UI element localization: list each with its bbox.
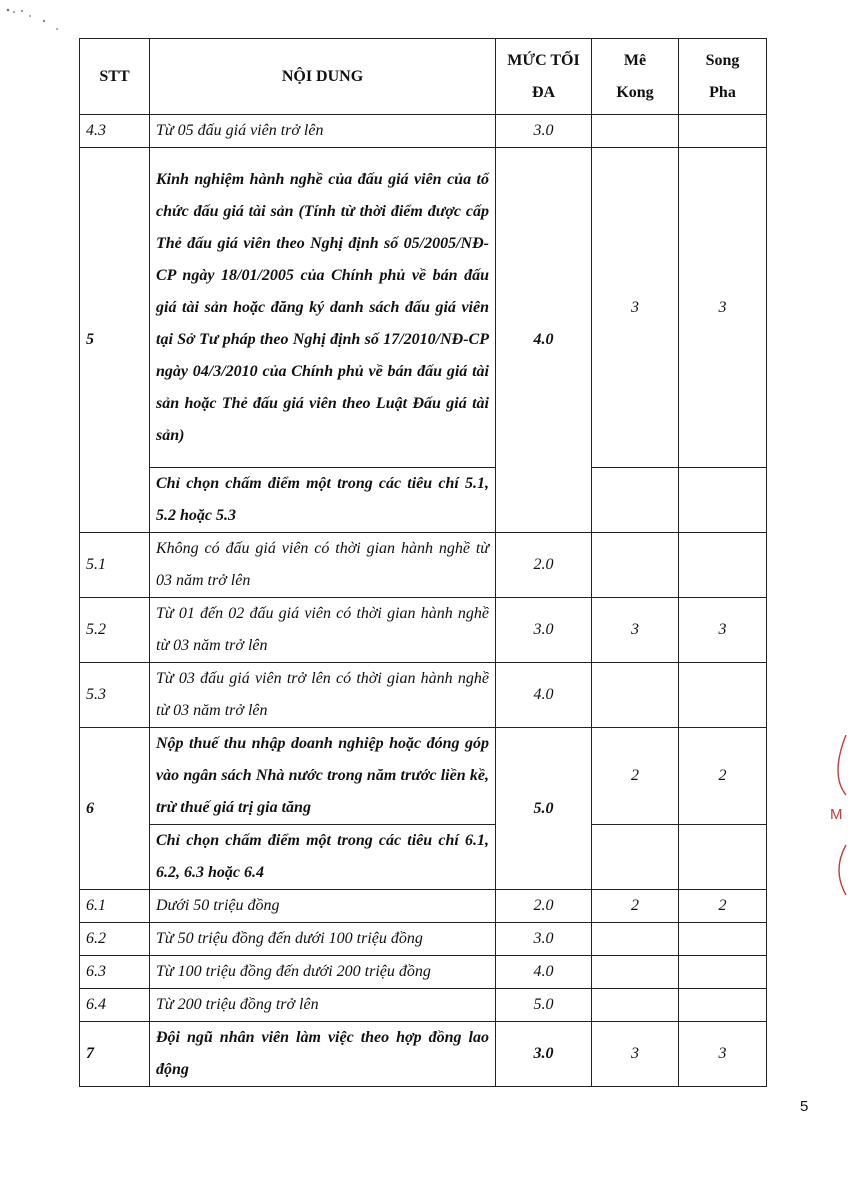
row-col1 [592,533,679,598]
row-col1 [592,923,679,956]
row-content: Từ 100 triệu đồng đến dưới 200 triệu đồng [150,956,496,989]
row-stt: 5.1 [80,533,150,598]
row-max: 3.0 [496,923,592,956]
row-max: 2.0 [496,890,592,923]
header-col1-line1: Mê [623,51,647,69]
row-col2: 2 [679,728,767,825]
row-stt: 6.1 [80,890,150,923]
row-stt: 4.3 [80,115,150,148]
table-row [80,468,767,533]
table-row [80,598,767,663]
row-content: Dưới 50 triệu đồng [150,890,496,923]
header-col2-line1: Song [705,51,740,69]
page-number: 5 [800,1098,809,1115]
row-stt: 7 [80,1022,150,1087]
row-stt: 5.3 [80,663,150,728]
row-stt: 5 [80,148,150,533]
header-col1 [592,39,679,115]
row-stt: 5.2 [80,598,150,663]
row-col1: 3 [592,148,679,468]
table-row [80,956,767,989]
row-col1: 3 [592,1022,679,1087]
row-col2 [679,956,767,989]
red-stamp-fragment [826,735,848,895]
row-col1-empty [592,825,679,890]
row-stt: 6.3 [80,956,150,989]
row-col2: 2 [679,890,767,923]
row-col1 [592,115,679,148]
header-stt: STT [80,39,150,115]
row-col2: 3 [679,148,767,468]
row-content: Nộp thuế thu nhập doanh nghiệp hoặc đóng góp vào ngân sách Nhà nước trong năm trước liền kề, trừ thuế giá trị gia tăng [150,728,496,825]
row-col2-empty [679,468,767,533]
row-content: Từ 05 đấu giá viên trở lên [150,115,496,148]
row-col2 [679,989,767,1022]
table-row [80,115,767,148]
scoring-table [79,38,767,1087]
row-content: Kinh nghiệm hành nghề của đấu giá viên của tổ chức đấu giá tài sản (Tính từ thời điểm được cấp Thẻ đấu giá viên theo Nghị định số 05/2005/NĐ-CP ngày 18/01/2005 của Chính phủ về bán đấu giá tài sản hoặc đăng ký danh sách đấu giá viên tại Sở Tư pháp theo Nghị định số 17/2010/NĐ-CP ngày 04/3/2010 của Chính phủ về bán đấu giá tài sản hoặc Thẻ đấu giá viên theo Luật Đấu giá tài sản) [150,148,496,468]
row-col1: 2 [592,728,679,825]
row-col2: 3 [679,598,767,663]
row-stt: 6.4 [80,989,150,1022]
table-row [80,663,767,728]
scan-artifact-marks [0,0,120,40]
row-col2 [679,115,767,148]
row-max: 5.0 [496,989,592,1022]
row-col2 [679,533,767,598]
row-col1: 2 [592,890,679,923]
row-note: Chỉ chọn chấm điểm một trong các tiêu chí 5.1, 5.2 hoặc 5.3 [150,468,496,533]
header-max-line2: ĐA [531,83,556,101]
header-content: NỘI DUNG [150,39,496,115]
table-row [80,728,767,825]
row-max: 4.0 [496,956,592,989]
row-content: Từ 03 đấu giá viên trở lên có thời gian hành nghề từ 03 năm trở lên [150,663,496,728]
row-col1 [592,989,679,1022]
row-col1 [592,956,679,989]
row-col2 [679,663,767,728]
header-col1-line2: Kong [616,83,654,101]
row-col1 [592,663,679,728]
table-row [80,533,767,598]
stamp-letter: M [830,806,843,823]
table-row [80,825,767,890]
row-content: Từ 200 triệu đồng trở lên [150,989,496,1022]
row-stt: 6.2 [80,923,150,956]
row-content: Đội ngũ nhân viên làm việc theo hợp đồng lao động [150,1022,496,1087]
table-row [80,989,767,1022]
header-max-line1: MỨC TỐI [507,51,580,69]
row-col1-empty [592,468,679,533]
header-col2 [679,39,767,115]
table-row [80,890,767,923]
row-max: 3.0 [496,1022,592,1087]
table-row [80,1022,767,1087]
row-max: 3.0 [496,598,592,663]
row-col2: 3 [679,1022,767,1087]
row-col2 [679,923,767,956]
row-col2-empty [679,825,767,890]
row-max: 3.0 [496,115,592,148]
row-content: Từ 01 đến 02 đấu giá viên có thời gian hành nghề từ 03 năm trở lên [150,598,496,663]
row-max: 5.0 [496,728,592,890]
table-row [80,148,767,468]
row-content: Từ 50 triệu đồng đến dưới 100 triệu đồng [150,923,496,956]
row-content: Không có đấu giá viên có thời gian hành nghề từ 03 năm trở lên [150,533,496,598]
table-row [80,923,767,956]
header-max [496,39,592,115]
row-stt: 6 [80,728,150,890]
header-col2-line2: Pha [709,83,736,101]
row-col1: 3 [592,598,679,663]
row-note: Chỉ chọn chấm điểm một trong các tiêu chí 6.1, 6.2, 6.3 hoặc 6.4 [150,825,496,890]
row-max: 4.0 [496,663,592,728]
row-max: 4.0 [496,148,592,533]
row-max: 2.0 [496,533,592,598]
table-header-row [80,39,767,115]
